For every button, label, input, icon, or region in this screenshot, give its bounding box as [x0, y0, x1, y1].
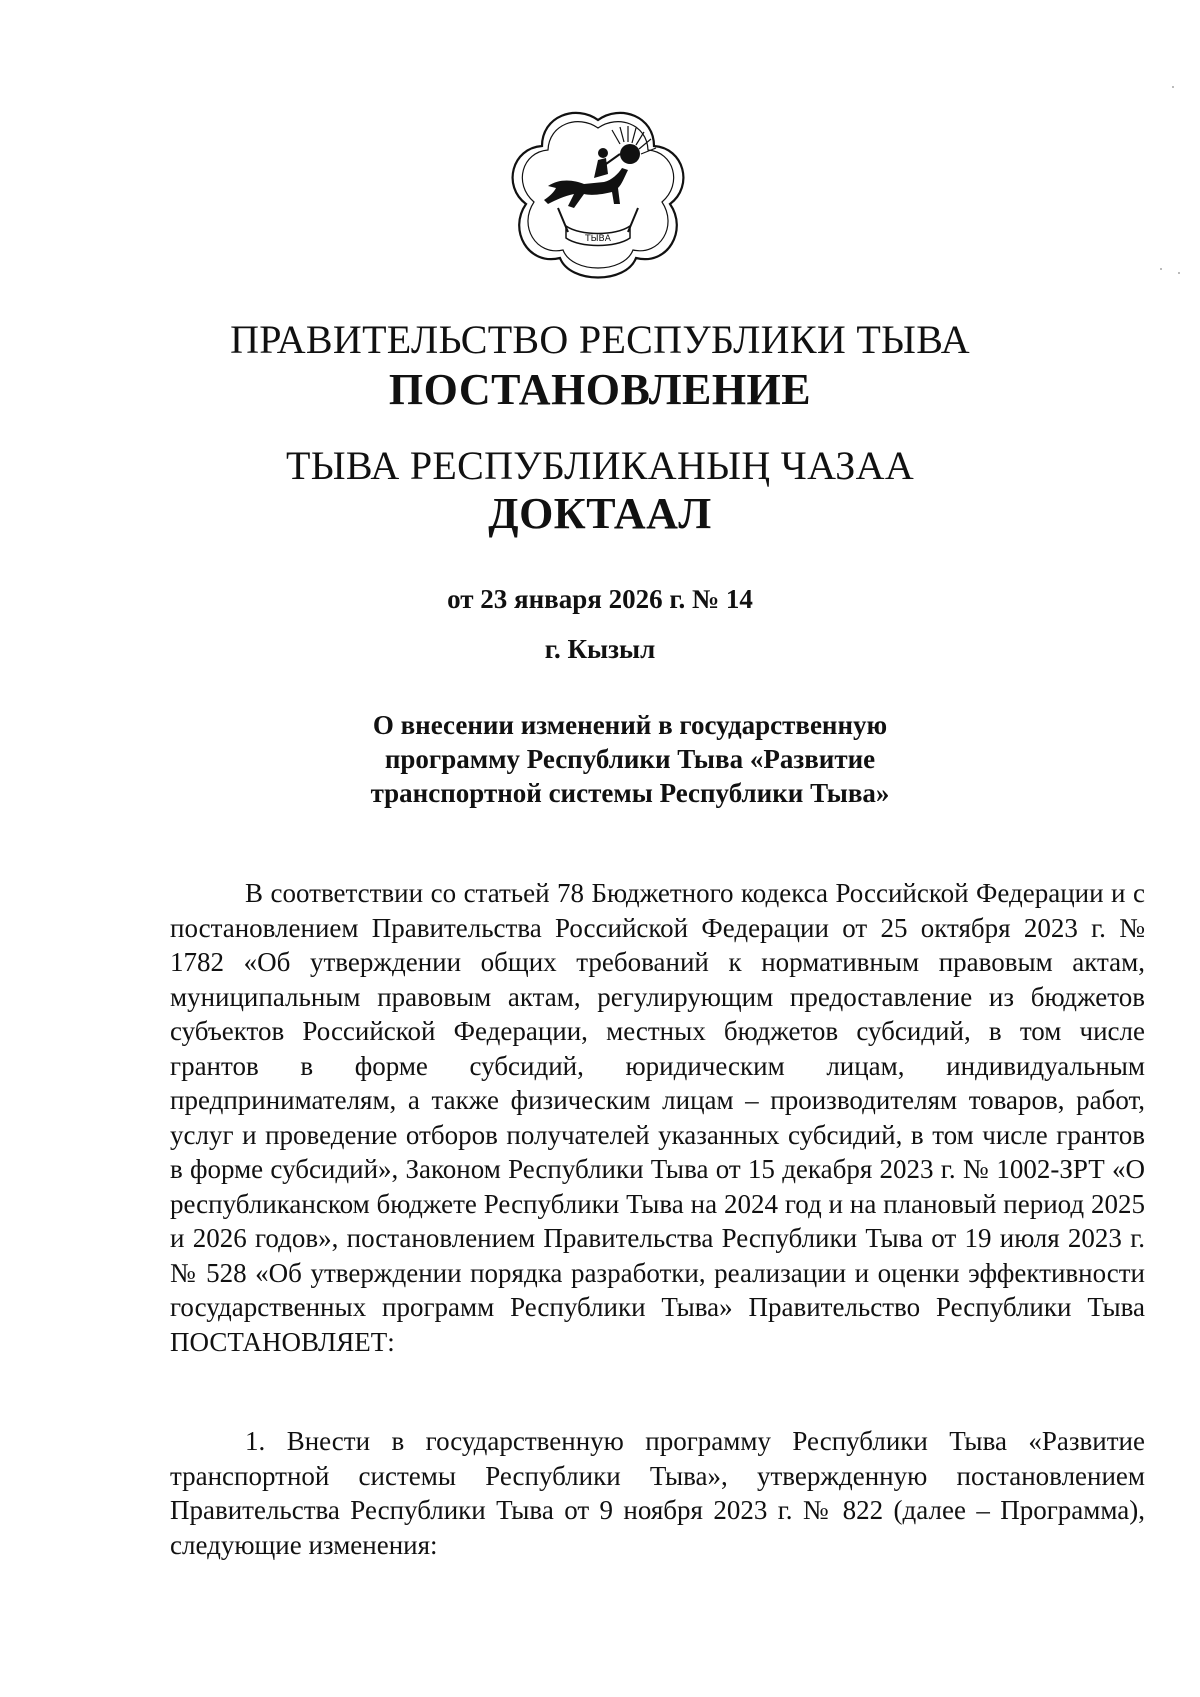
scan-speck: [1160, 268, 1162, 270]
title-line: транспортной системы Республики Тыва»: [370, 778, 890, 808]
item-section: [170, 1424, 1145, 1562]
item-1-paragraph: 1. Внести в государственную программу Республики Тыва «Развитие транспортной системы Республики Тыва», утвержденную постановлением Правительства Республики Тыва от 9 ноября 2023 г. № 822 (далее – Программа), следующие изменения:: [170, 1426, 1145, 1560]
tuva-coat-of-arms-icon: [508, 108, 688, 283]
scan-speck: [1178, 272, 1180, 274]
preamble-paragraph: В соответствии со статьей 78 Бюджетного кодекса Российской Федерации и с постановлением Правительства Российской Федерации от 25 октября 2023 г. № 1782 «Об утверждении общих требований к нормативным правовым актам, муниципальным правовым актам, регулирующим предоставление из бюджетов субъектов Российской Федерации, местных бюджетов субсидий, в том числе грантов в форме субсидий, юридическим лицам, индивидуальным предпринимателям, а также физическим лицам – производителям товаров, работ, услуг и проведение отборов получателей указанных субсидий, в том числе грантов в форме субсидий», Законом Республики Тыва от 15 декабря 2023 г. № 1002-ЗРТ «О республиканском бюджете Республики Тыва на 2024 год и на плановый период 2025 и 2026 годов», постановлением Правительства Республики Тыва от 19 июля 2023 г. № 528 «Об утверждении порядка разработки, реализации и оценки эффективности государственных программ Республики Тыва» Правительство Республики Тыва ПОСТАНОВЛЯЕТ:: [170, 878, 1145, 1357]
coat-of-arms-emblem: [508, 108, 688, 283]
document-city: г. Кызыл: [544, 634, 656, 664]
government-name-ru: ПРАВИТЕЛЬСТВО РЕСПУБЛИКИ ТЫВА: [230, 317, 970, 362]
document-date-number: от 23 января 2026 г. № 14: [447, 584, 753, 614]
document-type-ru: ПОСТАНОВЛЕНИЕ: [388, 365, 812, 414]
scan-speck: [1172, 86, 1174, 88]
document-title: [330, 708, 930, 810]
preamble-section: [170, 876, 1145, 1359]
title-line: О внесении изменений в государственную: [372, 710, 888, 740]
document-type-tv: ДОКТААЛ: [488, 489, 712, 538]
title-line: программу Республики Тыва «Развитие: [384, 744, 876, 774]
emblem-ribbon-text: ТЫВА: [585, 234, 611, 244]
government-name-tv: ТЫВА РЕСПУБЛИКАНЫҢ ЧАЗАА: [285, 443, 915, 488]
